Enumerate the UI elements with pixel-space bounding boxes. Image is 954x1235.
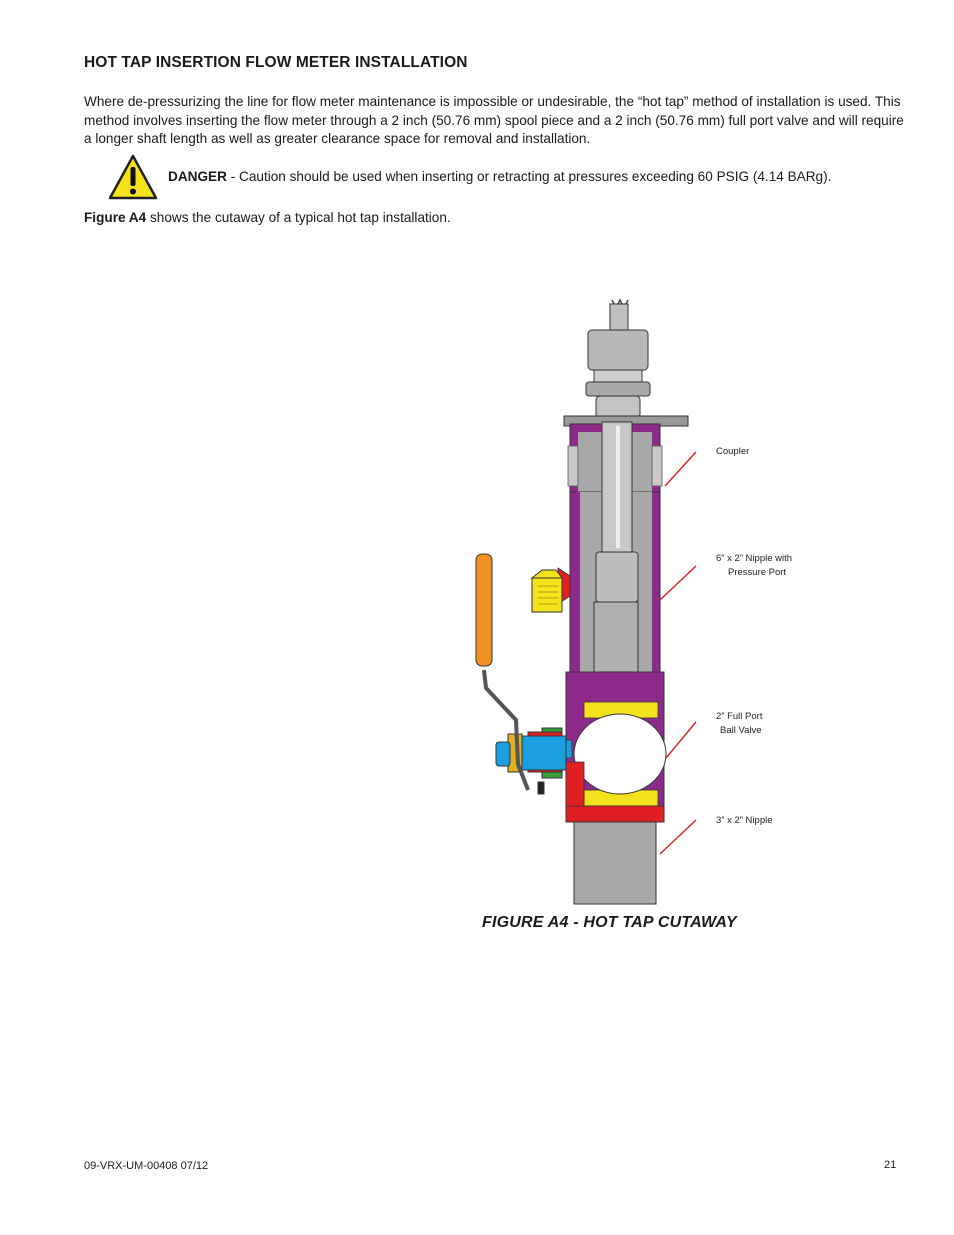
intro-paragraph: Where de-pressurizing the line for flow meter maintenance is impossible or undesirable, the “hot tap” method of installation is used. This method involves inserting the flow meter through a 2 inch (50.76 mm) spool piece and a 2 inch (50.76 mm) full port valve and will require a longer shaft length as well as greater clearance space for removal and installation.: [84, 94, 904, 147]
callout-coupler: Coupler: [716, 446, 750, 457]
footer-doc-id: 09-VRX-UM-00408 07/12: [84, 1160, 209, 1172]
danger-label: DANGER: [168, 169, 227, 184]
callout-valve-line2: Ball Valve: [720, 725, 762, 736]
danger-text: - Caution should be used when inserting or retracting at pressures exceeding 60 PSIG (4.14 BARg).: [226, 169, 832, 184]
callout-nipple-line1: 6” x 2” Nipple with: [716, 553, 793, 564]
probe-shaft: [610, 300, 628, 334]
valve-stem: [496, 728, 566, 794]
section-heading: HOT TAP INSERTION FLOW METER INSTALLATION: [84, 54, 468, 71]
warning-triangle-icon: [108, 154, 158, 200]
figure-ref-label: Figure A4: [84, 210, 147, 225]
figure-reference: [84, 209, 451, 227]
callout-valve-line1: 2” Full Port: [716, 711, 763, 722]
footer-page-number: 21: [884, 1159, 897, 1171]
callout-bottom-nipple: 3” x 2” Nipple: [716, 815, 773, 826]
ball-valve: [558, 672, 666, 822]
callout-nipple-line2: Pressure Port: [728, 567, 787, 578]
figure-caption: FIGURE A4 - HOT TAP CUTAWAY: [482, 914, 737, 931]
bottom-nipple: [566, 806, 664, 904]
callout-leaders: [660, 452, 696, 854]
figure-ref-text: shows the cutaway of a typical hot tap installation.: [146, 210, 451, 225]
danger-notice: [168, 168, 831, 186]
compression-fitting: [564, 330, 688, 426]
